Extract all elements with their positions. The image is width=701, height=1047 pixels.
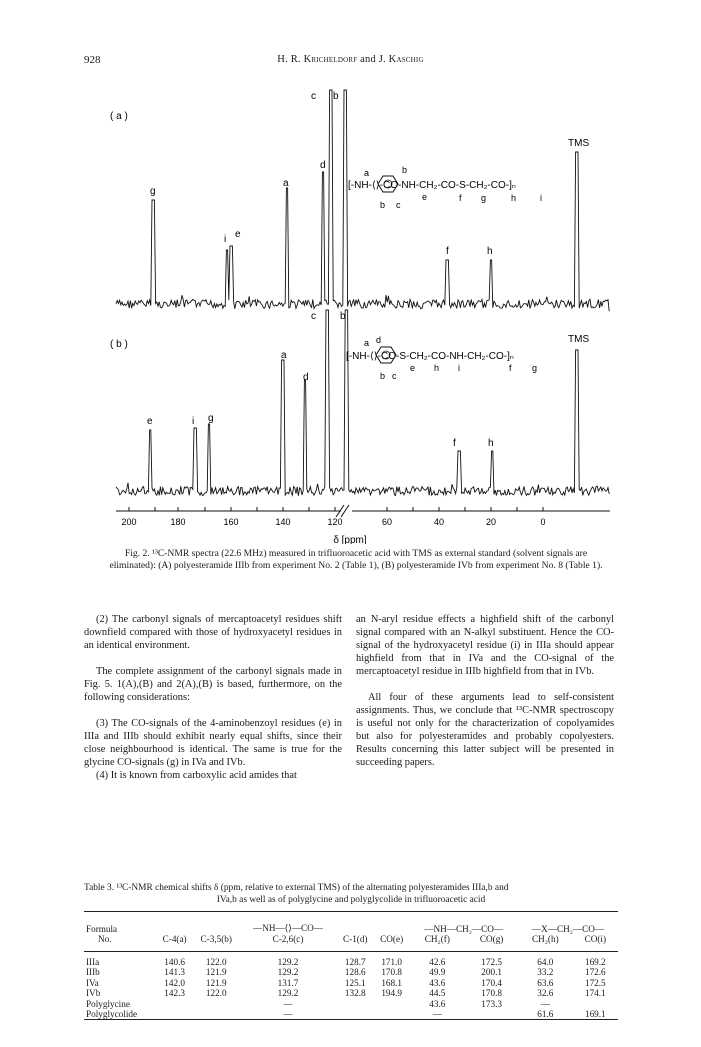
table-cell <box>193 999 239 1009</box>
peak-label-b-g: g <box>208 413 214 424</box>
panel-a-label: ( a ) <box>110 111 128 122</box>
column-header: C-1(d) <box>343 934 368 944</box>
column-header: C-3,5(b) <box>200 934 232 944</box>
running-header <box>0 54 701 70</box>
struct-a-ring-bottom-b: b <box>380 200 386 210</box>
paragraph-3: (3) The CO-signals of the 4-aminobenzoyl residues (e) in IIIa and IIIb should exhibit nearly equal shifts, since their close neighbourhood is identical. The same is true for the glycine CO-signals (g) in IVa and IVb. <box>84 718 342 768</box>
spectra-traces <box>116 90 609 496</box>
table-cell: 142.0 <box>164 977 185 988</box>
table-cell: 173.3 <box>481 998 502 1009</box>
row-formula: Polyglycine <box>86 998 130 1009</box>
row-formula: IIIb <box>86 967 100 978</box>
table-cell <box>374 1009 409 1020</box>
table-cell: 42.6 <box>429 957 446 967</box>
row-formula: Polyglycolide <box>86 1009 138 1020</box>
peak-label-a-i: i <box>224 234 227 245</box>
paragraph-4-cont: an N-aryl residue effects a highfield shift of the carbonyl signal compared with an N-alkyl substituent. Hence the CO-signal of the hydroxyacetyl residue (i) in IIIa should appear highfield from that in IVa and the CO-signal of the mercaptoacetyl residue in IIIb highfield from that in IVb. <box>356 614 614 677</box>
table-cell: 121.9 <box>205 977 227 988</box>
table-cell: 170.4 <box>481 977 502 988</box>
row-formula: IVa <box>86 977 99 988</box>
struct-a-chain-e: e <box>422 192 428 202</box>
peak-label-b-b: b <box>340 311 346 322</box>
panel-b-label: ( b ) <box>110 339 128 350</box>
header-group-aminobenzoyl: —NH—⟨⟩—CO— <box>253 923 323 933</box>
table-cell: 168.1 <box>381 977 402 988</box>
table-cell: 63.6 <box>537 977 554 988</box>
authors-and: and <box>357 54 379 65</box>
nmr-shift-table <box>84 911 618 1020</box>
peak-label-b-d: d <box>303 372 309 383</box>
struct-b-chain-h: h <box>434 363 440 373</box>
peak-label-b-h: h <box>488 438 494 449</box>
table-cell: 171.0 <box>381 957 402 967</box>
paragraph-4: (4) It is known from carboxylic acid amides that <box>96 770 297 781</box>
struct-b-formula: [-NH-⟨⟩-CO-S-CH₂-CO-NH-CH₂-CO-]ₙ <box>346 351 514 362</box>
table-cell: 169.2 <box>584 957 606 967</box>
axis-label: δ [ppm] <box>333 535 367 544</box>
struct-a-ring-top-a: a <box>364 168 370 178</box>
ppm-axis <box>116 505 610 544</box>
table-cell <box>337 1009 374 1020</box>
struct-a-chain-f: f <box>459 193 462 203</box>
table-cell: 141.3 <box>164 967 185 978</box>
left-column <box>84 613 342 782</box>
table-cell: — <box>283 998 293 1009</box>
row-formula: IVb <box>86 988 101 999</box>
table-cell: 200.1 <box>481 967 502 978</box>
table-cell: 49.9 <box>429 967 446 978</box>
struct-b-ring-top-a: a <box>364 338 370 348</box>
table-cell: 125.1 <box>344 977 366 988</box>
table-cell: 43.6 <box>429 977 446 988</box>
table-cell: 128.6 <box>344 967 366 978</box>
table-cell: 43.6 <box>429 998 446 1009</box>
table-cell: 122.0 <box>205 988 227 999</box>
table-cell: 172.5 <box>481 957 502 967</box>
peak-label-b-c: c <box>311 311 316 322</box>
column-header: C-4(a) <box>162 934 187 944</box>
struct-a-chain-h: h <box>511 193 517 203</box>
author-2-initials: J. <box>378 54 389 65</box>
peak-label-b-e: e <box>147 416 153 427</box>
tick-20: 20 <box>485 517 497 527</box>
tick-40: 40 <box>433 517 445 527</box>
paragraph-conclusion: All four of these arguments lead to self-consistent assignments. Thus, we conclude that ¹³C-NMR spectroscopy is useful not only for the characterization of copolyamides but also for polyesteramides and probably copolyesters. Results concerning this latter subject will be presented in succeeding papers. <box>356 692 614 768</box>
paragraph-assignment: The complete assignment of the carbonyl signals made in Fig. 5. 1(A),(B) and 2(A),(B) is based, furthermore, on the following considerations: <box>84 666 342 703</box>
peak-label-a-a: a <box>283 178 289 189</box>
table-cell <box>465 1009 518 1020</box>
peak-label-a-b: b <box>333 91 339 102</box>
nmr-spectra-figure <box>0 80 701 544</box>
peak-label-a-f: f <box>446 246 449 257</box>
peak-label-b-tms: TMS <box>568 334 590 345</box>
figure-caption: Fig. 2. ¹³C-NMR spectra (22.6 MHz) measured in trifluoroacetic acid with TMS as external standard (solvent signals are eliminated): (A) polyesteramide IIIb from experiment No. 2 (Table 1), (B) polyesteramide IVb from experiment No. 8 (Table 1). <box>109 548 603 572</box>
table-cell: 170.8 <box>381 967 402 978</box>
table-cell: 194.9 <box>381 988 402 999</box>
structure-a <box>348 165 542 210</box>
table-row <box>84 999 618 1009</box>
table-cell: 132.8 <box>344 988 366 999</box>
table-row <box>84 1009 618 1020</box>
table-cell: 44.5 <box>429 988 446 999</box>
table-cell: 128.7 <box>344 957 366 967</box>
peak-label-b-f: f <box>453 438 456 449</box>
tick-0: 0 <box>540 517 546 527</box>
running-head-authors <box>0 54 701 65</box>
tick-140: 140 <box>275 517 291 527</box>
spectrum-a-trace <box>116 90 609 311</box>
page-number: 928 <box>84 54 101 66</box>
peak-label-b-a: a <box>281 350 287 361</box>
peak-label-a-e: e <box>235 229 241 240</box>
table-cell: 61.6 <box>537 1009 554 1020</box>
peak-label-b-i: i <box>192 416 195 427</box>
table-row <box>84 988 618 998</box>
structure-b <box>346 335 537 381</box>
header-no: No. <box>98 934 112 944</box>
table-cell <box>193 1009 239 1020</box>
tick-120: 120 <box>327 517 343 527</box>
table-cell <box>156 1009 193 1020</box>
struct-b-chain-g: g <box>532 363 538 373</box>
table-row <box>84 967 618 977</box>
struct-b-ring-top-d: d <box>376 335 382 345</box>
column-header: CO(g) <box>479 934 504 944</box>
table-cell: 129.2 <box>277 967 299 978</box>
struct-a-chain-g: g <box>481 193 487 203</box>
row-formula: IIIa <box>86 957 100 967</box>
peak-label-a-g: g <box>150 186 156 197</box>
table-cell: 33.2 <box>537 967 554 978</box>
table-cell: 172.6 <box>584 967 606 978</box>
table-cell: 140.6 <box>164 957 185 967</box>
table-body <box>84 952 618 1020</box>
header-group-glycine: —NH—CH₂—CO— <box>424 924 504 934</box>
struct-b-ring-bottom-b: b <box>380 371 386 381</box>
table-cell: 169.1 <box>584 1009 606 1020</box>
tick-60: 60 <box>381 517 393 527</box>
tick-200: 200 <box>121 517 137 527</box>
peak-label-a-tms: TMS <box>568 138 590 149</box>
table-caption-line-2: IVa,b as well as of polyglycine and polyglycolide in trifluoroacetic acid <box>216 894 486 905</box>
table-caption <box>84 883 618 906</box>
table-cell: 142.3 <box>164 988 185 999</box>
tick-160: 160 <box>223 517 239 527</box>
table-row <box>84 952 618 968</box>
table-cell: 121.9 <box>205 967 227 978</box>
table-cell: 129.2 <box>277 957 299 967</box>
table-cell: 32.6 <box>537 988 554 999</box>
struct-a-formula: [-NH-⟨⟩-CO-NH-CH₂-CO-S-CH₂-CO-]ₙ <box>348 180 516 191</box>
table-cell: — <box>432 1009 442 1020</box>
table-cell: — <box>540 998 550 1009</box>
axis-ticks <box>129 507 543 511</box>
spectrum-b-trace <box>116 310 609 496</box>
header-group-xch2co: —X—CH₂—CO— <box>531 924 605 934</box>
table-cell: 174.1 <box>584 988 606 999</box>
peak-label-a-c: c <box>311 91 316 102</box>
column-header: C-2,6(c) <box>272 934 304 944</box>
right-column <box>356 613 614 769</box>
table-cell <box>374 999 409 1009</box>
peak-label-a-h: h <box>487 246 493 257</box>
struct-b-chain-i: i <box>458 363 460 373</box>
paragraph-2: (2) The carbonyl signals of mercaptoacetyl residues shift downfield compared with those of hydroxyacetyl residues in an identical environment. <box>84 614 342 651</box>
table-cell: 170.8 <box>481 988 502 999</box>
struct-a-ring-top-b: b <box>402 165 408 175</box>
table-cell <box>337 999 374 1009</box>
table-cell: 64.0 <box>537 957 554 967</box>
struct-a-ring-bottom-c: c <box>396 200 401 210</box>
table-cell <box>573 999 618 1009</box>
struct-b-ring-bottom-c: c <box>392 371 397 381</box>
column-header: CO(i) <box>584 934 607 944</box>
header-formula: Formula <box>86 924 118 934</box>
table-cell: 131.7 <box>277 977 299 988</box>
table-row <box>84 978 618 988</box>
column-header: CH₂(f) <box>424 934 450 944</box>
tick-180: 180 <box>170 517 186 527</box>
struct-b-chain-f: f <box>509 363 512 373</box>
peak-label-a-d: d <box>320 160 326 171</box>
author-2-name: Kaschig <box>388 54 424 65</box>
struct-a-chain-i: i <box>540 193 542 203</box>
table-cell: 122.0 <box>205 957 227 967</box>
table-cell <box>156 999 193 1009</box>
table-caption-line-1: Table 3. ¹³C-NMR chemical shifts δ (ppm, relative to external TMS) of the alternating polyesteramides IIIa,b and <box>84 883 509 893</box>
table-cell: 129.2 <box>277 988 299 999</box>
author-1-name: Kricheldorf <box>303 54 358 65</box>
table-cell: 172.5 <box>584 977 606 988</box>
table-cell: — <box>283 1009 293 1020</box>
column-header: CH₂(h) <box>531 934 559 944</box>
struct-b-chain-e: e <box>410 363 416 373</box>
author-1-initials: H. R. <box>277 54 304 65</box>
column-header: CO(e) <box>380 934 404 944</box>
